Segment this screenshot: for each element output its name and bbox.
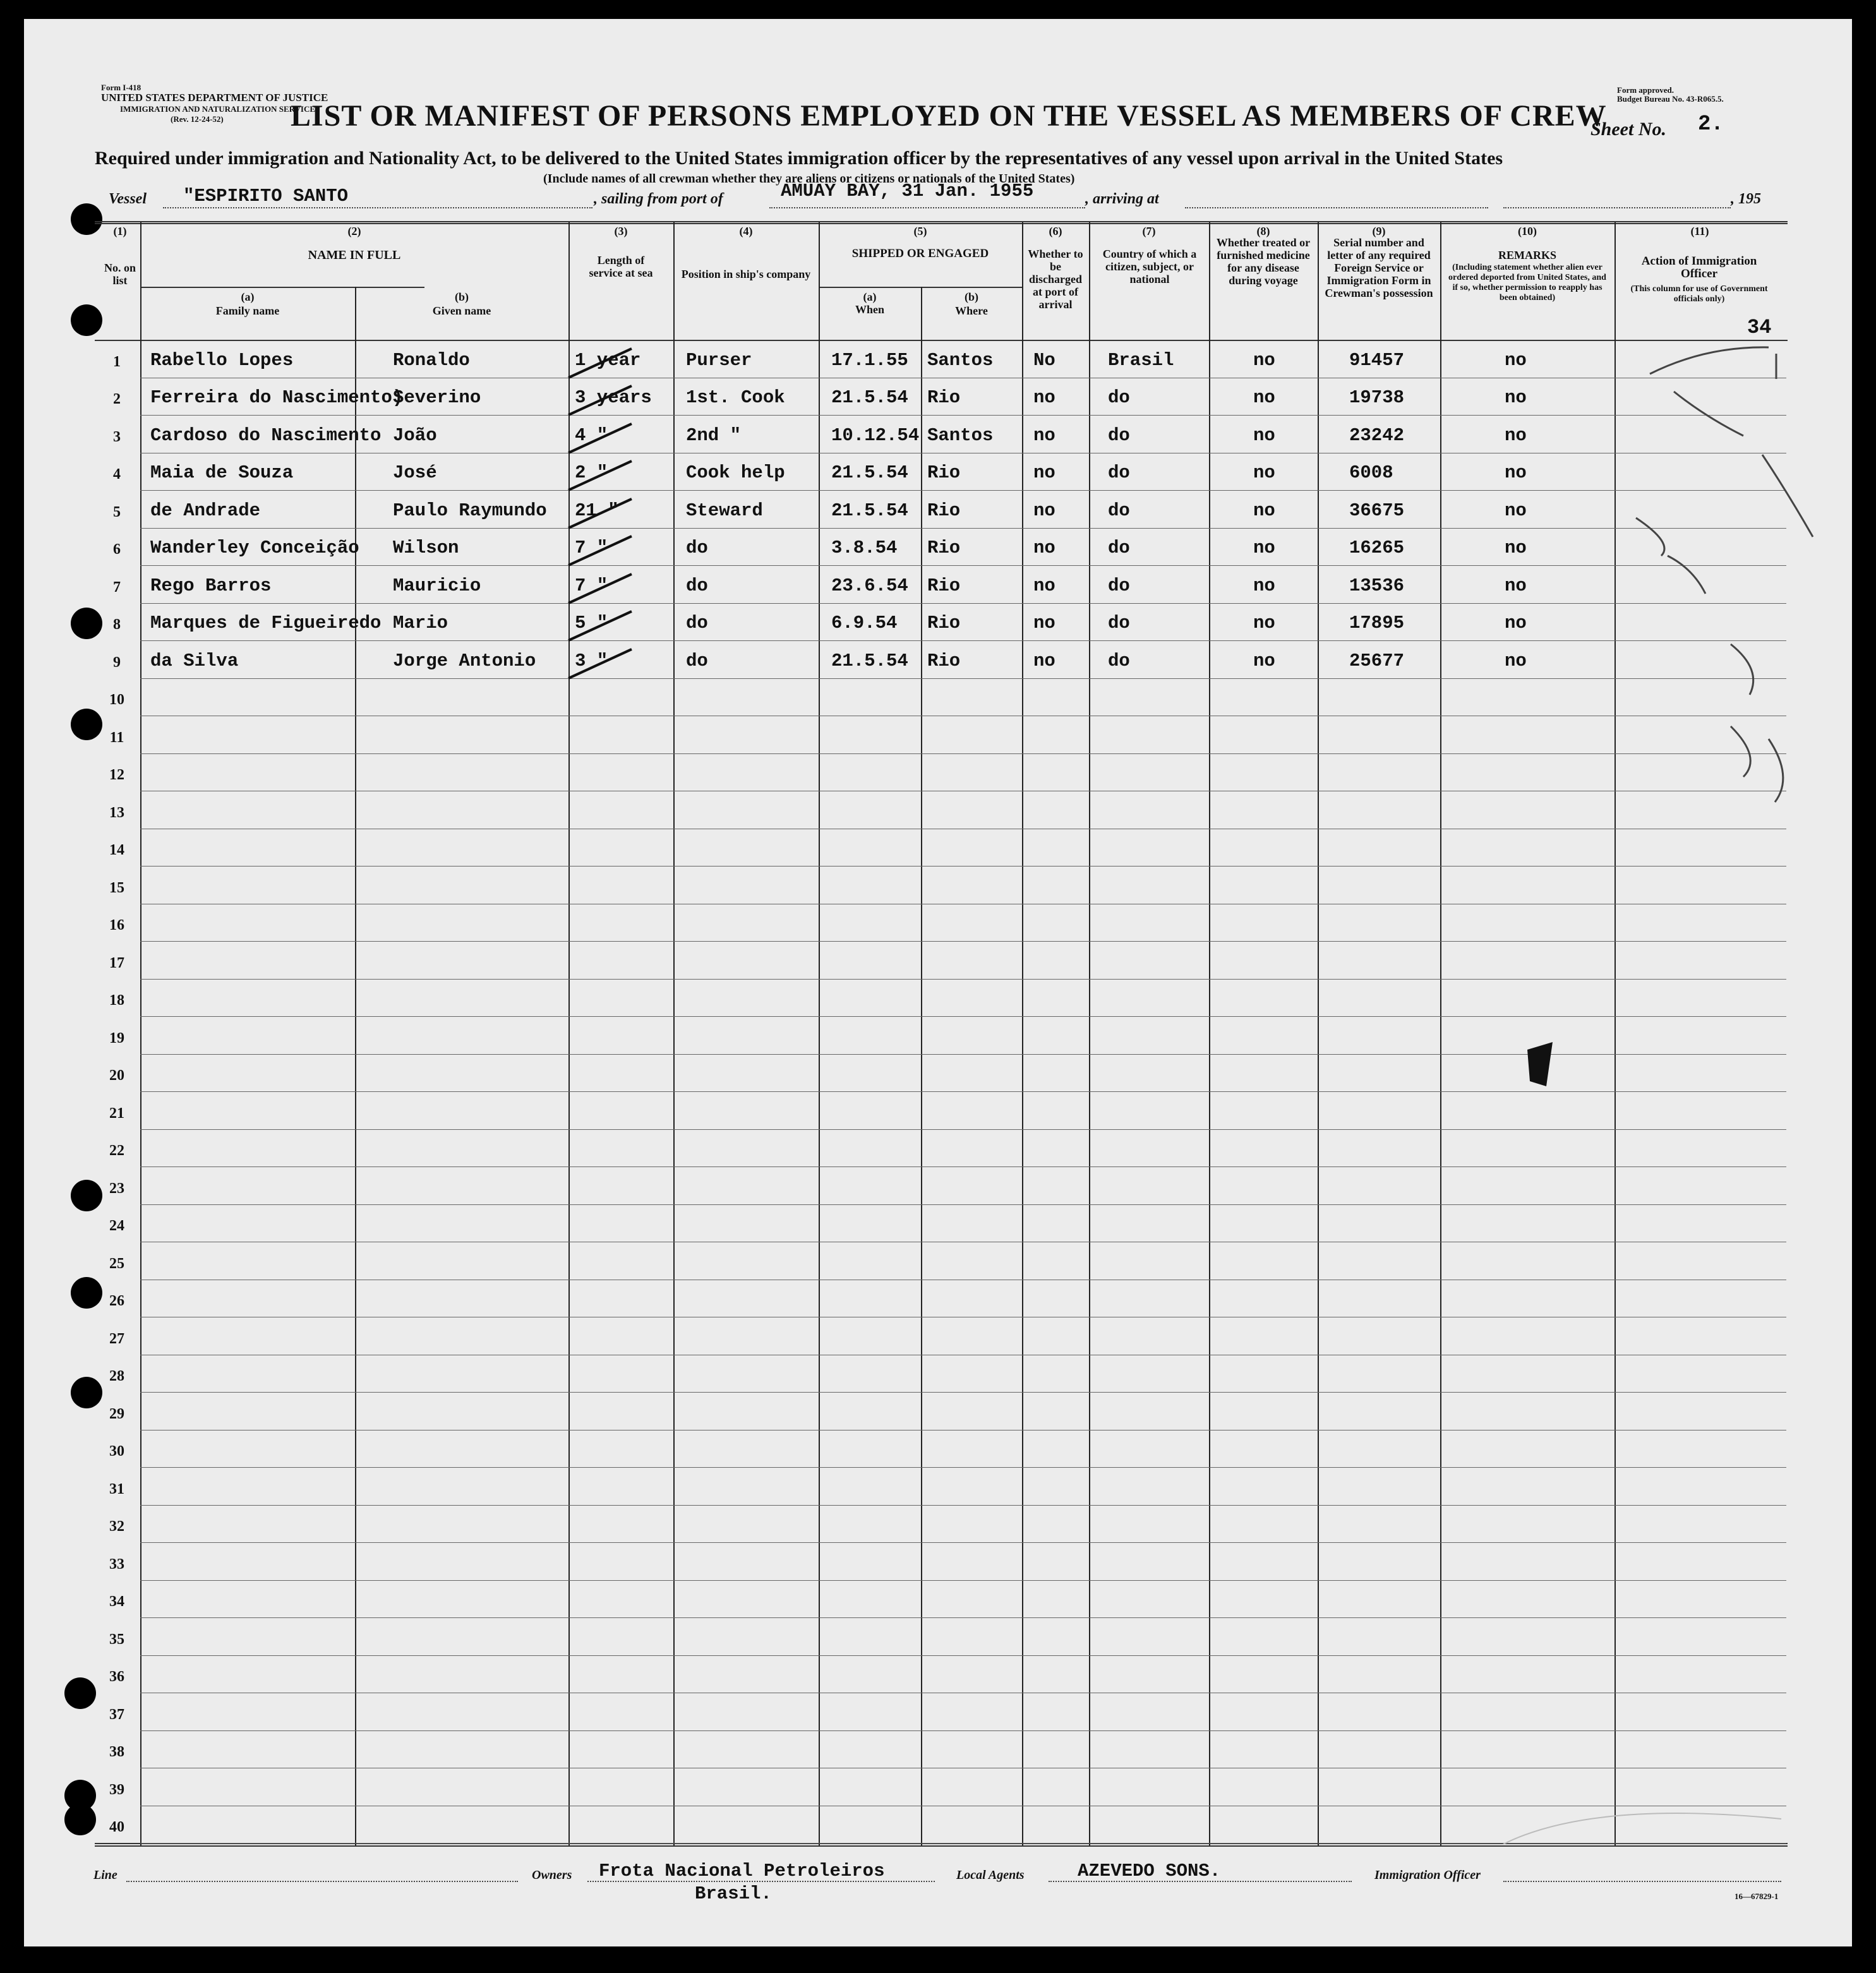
row-number: 33 [109,1556,124,1573]
crew-discharged: no [1033,387,1055,408]
crew-discharged: no [1033,575,1055,596]
crew-when: 10.12.54 [831,424,920,446]
crew-country: do [1108,424,1130,446]
crew-remarks: no [1505,613,1527,633]
crew-when: 6.9.54 [831,613,898,633]
crew-country: do [1108,613,1130,633]
crew-position: Steward [686,500,763,521]
crew-given: Mario [393,613,448,633]
crew-family: Rabello Lopes [150,349,294,371]
crew-when: 3.8.54 [831,537,898,558]
crew-serial: 13536 [1349,575,1405,596]
crew-family: da Silva [150,650,239,671]
crew-remarks: no [1505,575,1527,596]
crew-medicine: no [1253,537,1275,558]
crew-position: Purser [686,349,752,371]
row-number: 32 [109,1518,124,1535]
crew-family: Wanderley Conceição [150,537,359,558]
row-number: 15 [109,879,124,896]
crew-when: 21.5.54 [831,500,908,521]
col8-header: Whether treated or furnished medicine for any disease during voyage [1216,236,1311,287]
revision-date: (Rev. 12-24-52) [171,114,224,124]
crew-given: Ronaldo [393,349,470,371]
crew-service: 7 " [575,537,608,558]
row-number: 39 [109,1781,124,1798]
row-number: 23 [109,1180,124,1197]
crew-service: 4 " [575,424,608,446]
crew-given: João [393,424,437,446]
col2b-header: Given name [432,304,491,317]
crew-where: Rio [927,537,961,558]
form-code: 16—67829-1 [1735,1892,1779,1901]
col6-header: Whether to be discharged at port of arrival [1028,248,1083,311]
col3-number: (3) [614,225,628,237]
crew-given: Paulo Raymundo [393,500,547,521]
row-number: 4 [113,466,121,483]
owners-name: Frota Nacional Petroleiros [599,1861,885,1881]
page-title: LIST OR MANIFEST OF PERSONS EMPLOYED ON THE VESSEL AS MEMBERS OF CREW [291,99,1607,133]
vessel-label: Vessel [109,191,147,207]
crew-where: Rio [927,575,961,596]
crew-country: do [1108,650,1130,671]
col2b-number: (b) [455,291,469,303]
col9-header: Serial number and letter of any required Foreign Service or Immigration Form in Crewman's possession [1325,236,1433,299]
crew-where: Santos [927,349,994,371]
col3-header: Length of service at sea [589,254,653,279]
crew-given: Mauricio [393,575,481,596]
crew-when: 21.5.54 [831,650,908,671]
crew-given: José [393,462,437,483]
crew-service: 2 " [575,462,608,483]
arriving-label: , arriving at [1085,191,1159,207]
crew-country: do [1108,537,1130,558]
crew-serial: 91457 [1349,349,1405,371]
crew-family: Cardoso do Nascimento [150,424,382,446]
form-note: (Include names of all crewman whether they are aliens or citizens or nationals of the United States) [543,172,1075,186]
crew-country: do [1108,387,1130,408]
crew-where: Santos [927,424,994,446]
vessel-name: "ESPIRITO SANTO [183,186,349,207]
crew-family: Rego Barros [150,575,272,596]
row-number: 30 [109,1443,124,1460]
crew-remarks: no [1505,424,1527,446]
row-number: 34 [109,1593,124,1610]
col4-header: Position in ship's company [681,268,811,280]
crew-given: Severino [393,387,481,408]
officer-label: Immigration Officer [1374,1868,1481,1882]
crew-where: Rio [927,500,961,521]
crew-family: Maia de Souza [150,462,294,483]
crew-where: Rio [927,650,961,671]
row-number: 36 [109,1669,124,1685]
crew-discharged: no [1033,537,1055,558]
crew-where: Rio [927,462,961,483]
crew-service: 7 " [575,575,608,596]
crew-service: 3 years [575,387,652,408]
crew-position: 2nd " [686,424,742,446]
col10-number: (10) [1518,225,1537,237]
service-name: IMMIGRATION AND NATURALIZATION SERVICE [120,104,316,114]
crew-medicine: no [1253,613,1275,633]
crew-serial: 16265 [1349,537,1405,558]
crew-when: 23.6.54 [831,575,908,596]
col7-number: (7) [1142,225,1156,237]
crew-medicine: no [1253,500,1275,521]
crew-remarks: no [1505,650,1527,671]
crew-service: 3 " [575,650,608,671]
budget-bureau: Budget Bureau No. 43-R065.5. [1617,94,1724,104]
row-number: 13 [109,804,124,821]
crew-when: 21.5.54 [831,462,908,483]
col10-note: (Including statement whether alien ever ordered deported from United States, and if so, whether permission to reapply has been obtained) [1448,263,1606,303]
row-number: 19 [109,1029,124,1046]
row-number: 2 [113,391,121,407]
row-number: 25 [109,1255,124,1272]
crew-service: 5 " [575,613,608,633]
col8-number: (8) [1256,225,1270,237]
crew-when: 17.1.55 [831,349,908,371]
crew-position: do [686,650,708,671]
form-number: Form I-418 [101,83,141,92]
crew-medicine: no [1253,650,1275,671]
crew-serial: 19738 [1349,387,1405,408]
row-number: 21 [109,1105,124,1122]
agency-name: UNITED STATES DEPARTMENT OF JUSTICE [101,92,328,104]
line-label: Line [93,1868,117,1882]
row-number: 11 [109,729,124,746]
crew-where: Rio [927,387,961,408]
col5a-header: When [855,303,884,316]
sheet-number: 2. [1698,112,1724,136]
row-number: 37 [109,1706,124,1723]
crew-remarks: no [1505,349,1527,371]
crew-family: Ferreira do Nascimento) [150,387,404,408]
row-number: 16 [109,917,124,933]
col2a-header: Family name [215,304,280,317]
ink-blot [1527,1042,1553,1086]
crew-medicine: no [1253,387,1275,408]
agents-name: AZEVEDO SONS. [1078,1861,1221,1881]
crew-position: do [686,613,708,633]
row-number: 17 [109,954,124,971]
row-number: 6 [113,541,121,558]
row-number: 40 [109,1819,124,1835]
col11-note: (This column for use of Government officials only) [1630,284,1768,304]
col5a-number: (a) [863,291,877,303]
row-number: 8 [113,616,121,633]
crew-discharged: no [1033,500,1055,521]
col5-header: SHIPPED OR ENGAGED [851,247,989,260]
sheet-label: Sheet No. [1590,119,1666,140]
row-number: 3 [113,428,121,445]
col2a-number: (a) [241,291,255,303]
col5b-number: (b) [965,291,978,303]
row-number: 26 [109,1293,124,1309]
crew-position: Cook help [686,462,785,483]
row-number: 14 [109,842,124,858]
col10-header: REMARKS [1498,249,1556,261]
row-number: 1 [113,353,121,370]
crew-where: Rio [927,613,961,633]
crew-medicine: no [1253,575,1275,596]
crew-remarks: no [1505,500,1527,521]
row-number: 22 [109,1142,124,1159]
year-label: , 195 [1731,191,1761,207]
row-number: 9 [113,654,121,671]
row-number: 10 [109,692,124,708]
crew-discharged: no [1033,462,1055,483]
crew-given: Jorge Antonio [393,650,536,671]
owners-country: Brasil. [695,1883,772,1904]
row-number: 7 [113,579,121,596]
crew-family: de Andrade [150,500,261,521]
crew-country: do [1108,462,1130,483]
crew-medicine: no [1253,462,1275,483]
agents-label: Local Agents [956,1868,1025,1882]
crew-position: do [686,537,708,558]
crew-serial: 36675 [1349,500,1405,521]
col2-header: NAME IN FULL [308,248,401,262]
col5-number: (5) [913,225,927,237]
crew-when: 21.5.54 [831,387,908,408]
crew-remarks: no [1505,387,1527,408]
crew-service: 1 year [575,349,641,371]
col1-header: No. on list [104,261,136,287]
crew-given: Wilson [393,537,459,558]
crew-serial: 17895 [1349,613,1405,633]
crew-country: do [1108,575,1130,596]
row-number: 12 [109,767,124,783]
crew-medicine: no [1253,424,1275,446]
col5b-header: Where [955,304,988,317]
form-approval: Form approved. [1617,85,1675,95]
col7-header: Country of which a citizen, subject, or national [1102,248,1197,285]
col6-number: (6) [1049,225,1062,237]
col2-number: (2) [347,225,361,237]
crew-position: 1st. Cook [686,387,785,408]
row-number: 5 [113,503,121,520]
row-number: 38 [109,1744,124,1760]
crew-country: do [1108,500,1130,521]
crew-remarks: no [1505,537,1527,558]
col11-header: Action of Immigration Officer [1641,255,1757,280]
col1-number: (1) [113,225,127,237]
crew-discharged: No [1033,349,1055,371]
crew-serial: 6008 [1349,462,1393,483]
col11-number: (11) [1690,225,1709,237]
crew-serial: 25677 [1349,650,1405,671]
row-number: 35 [109,1631,124,1648]
crew-discharged: no [1033,650,1055,671]
row-number: 24 [109,1218,124,1234]
crew-family: Marques de Figueiredo [150,613,382,633]
crew-remarks: no [1505,462,1527,483]
row-number: 28 [109,1368,124,1384]
row-number: 31 [109,1480,124,1497]
page-mark: 34 [1747,316,1772,339]
crew-country: Brasil [1108,349,1174,371]
sailing-label: , sailing from port of [594,191,723,207]
row-number: 29 [109,1405,124,1422]
row-number: 20 [109,1067,124,1084]
row-number: 18 [109,992,124,1009]
crew-medicine: no [1253,349,1275,371]
owners-label: Owners [532,1868,572,1882]
sailing-port: AMUAY BAY, 31 Jan. 1955 [781,181,1034,201]
col9-number: (9) [1372,225,1386,237]
crew-serial: 23242 [1349,424,1405,446]
crew-position: do [686,575,708,596]
crew-service: 21 " [575,500,619,521]
col4-number: (4) [739,225,753,237]
form-subtitle: Required under immigration and Nationality Act, to be delivered to the United States immigration officer by the representatives of any vessel upon arrival in the United States [95,148,1503,169]
crew-discharged: no [1033,424,1055,446]
crew-discharged: no [1033,613,1055,633]
row-number: 27 [109,1330,124,1347]
